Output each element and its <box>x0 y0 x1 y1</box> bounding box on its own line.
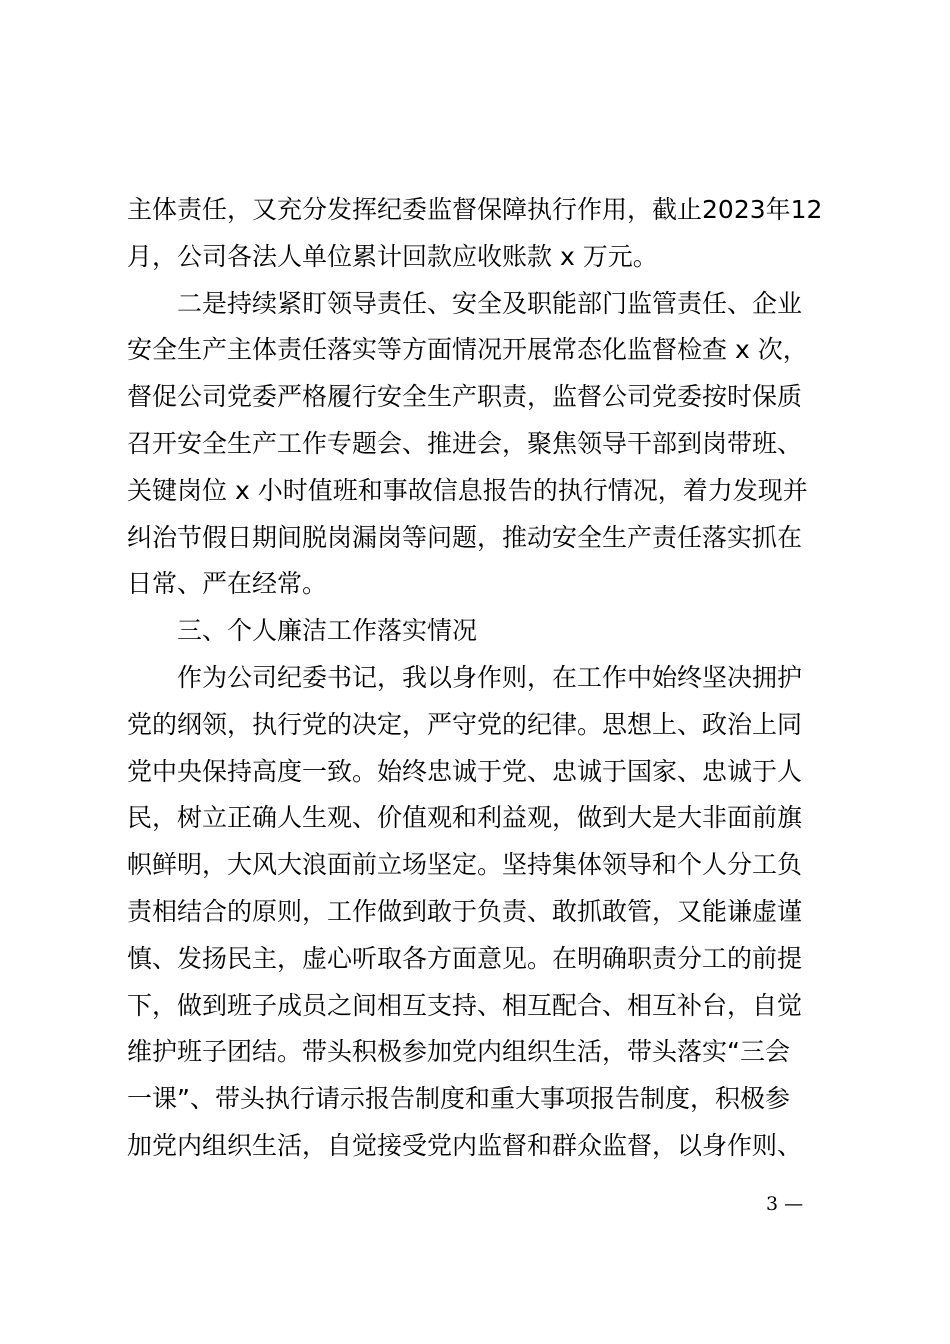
text-line: 责相结合的原则，工作做到敢于负责、敢抓敢管，又能谦虚谨 <box>127 896 803 926</box>
text-line: 召开安全生产工作专题会、推进会，聚焦领导干部到岗带班、 <box>127 428 803 458</box>
text-line: 纠治节假日期间脱岗漏岗等问题，推动安全生产责任落实抓在 <box>127 522 803 552</box>
text-line: 慎、发扬民主，虚心听取各方面意见。在明确职责分工的前提 <box>127 943 803 973</box>
body-text <box>127 187 827 1170</box>
section-heading: 三、个人廉洁工作落实情况 <box>127 616 478 646</box>
text-line: 作为公司纪委书记，我以身作则，在工作中始终坚决拥护 <box>127 662 803 692</box>
text-line: 督促公司党委严格履行安全生产职责，监督公司党委按时保质 <box>127 382 803 412</box>
text-line: 加党内组织生活，自觉接受党内监督和群众监督，以身作则、 <box>127 1130 803 1160</box>
text-line: 党的纲领，执行党的决定，严守党的纪律。思想上、政治上同 <box>127 709 803 739</box>
text-line: 民，树立正确人生观、价值观和利益观，做到大是大非面前旗 <box>127 803 803 833</box>
text-line: 帜鲜明，大风大浪面前立场坚定。坚持集体领导和个人分工负 <box>127 850 803 880</box>
text-line: 下，做到班子成员之间相互支持、相互配合、相互补台，自觉 <box>127 990 803 1020</box>
text-line: 日常、严在经常。 <box>127 569 328 599</box>
text-line: 党中央保持高度一致。始终忠诚于党、忠诚于国家、忠诚于人 <box>127 756 803 786</box>
text-line: 一课”、带头执行请示报告制度和重大事项报告制度，积极参 <box>127 1084 790 1114</box>
text-line: 月，公司各法人单位累计回款应收账款 x 万元。 <box>127 241 658 271</box>
text-line: 主体责任，又充分发挥纪委监督保障执行作用，截止2023年12 <box>127 195 823 224</box>
text-line: 二是持续紧盯领导责任、安全及职能部门监管责任、企业 <box>127 288 803 318</box>
text-line: 安全生产主体责任落实等方面情况开展常态化监督检查 x 次， <box>127 335 808 365</box>
text-line: 关键岗位 x 小时值班和事故信息报告的执行情况，着力发现并 <box>127 475 808 505</box>
page-number: 3 — <box>766 1193 804 1215</box>
text-line: 维护班子团结。带头积极参加党内组织生活，带头落实“三会 <box>127 1037 790 1067</box>
